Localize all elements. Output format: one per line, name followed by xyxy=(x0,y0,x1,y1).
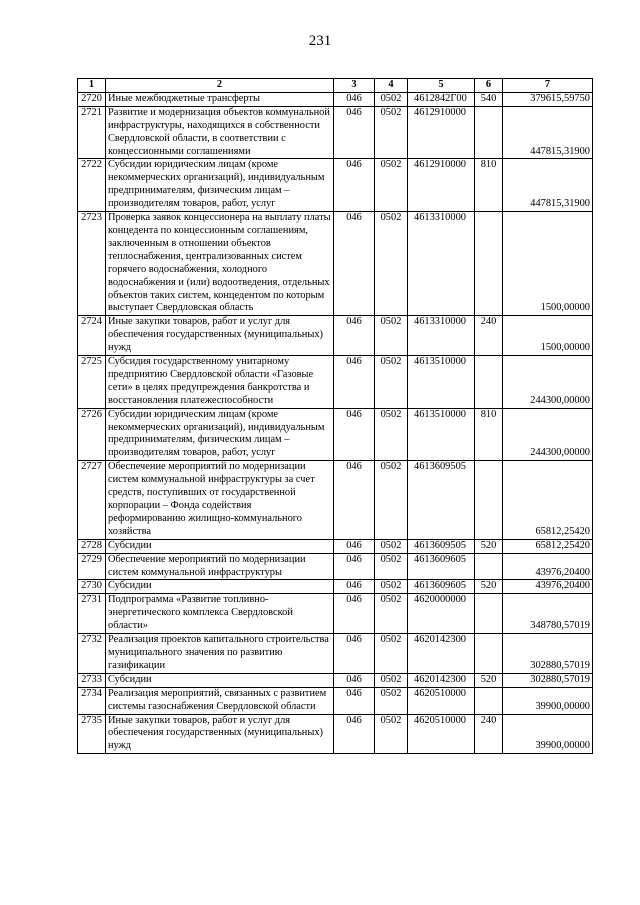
row-number: 2731 xyxy=(78,594,106,634)
row-admin-code: 046 xyxy=(334,634,375,674)
row-amount: 43976,20400 xyxy=(503,553,593,580)
budget-table xyxy=(77,78,593,754)
row-number: 2727 xyxy=(78,461,106,539)
header-col-6: 6 xyxy=(475,79,503,93)
row-amount: 39900,00000 xyxy=(503,687,593,714)
row-expense-type: 240 xyxy=(475,316,503,356)
row-name: Субсидия государственному унитарному предприятию Свердловской области «Газовые сети» в целях предупреждения банкротства и восстановления платежеспособности xyxy=(106,356,334,409)
row-section-code: 0502 xyxy=(375,159,408,212)
row-amount: 348780,57019 xyxy=(503,594,593,634)
row-expense-type xyxy=(475,461,503,539)
page-number: 231 xyxy=(308,33,332,49)
table-row xyxy=(78,714,593,754)
table-row xyxy=(78,553,593,580)
row-admin-code: 046 xyxy=(334,106,375,159)
row-name: Реализация мероприятий, связанных с развитием системы газоснабжения Свердловской области xyxy=(106,687,334,714)
row-admin-code: 046 xyxy=(334,408,375,461)
table-row xyxy=(78,687,593,714)
row-amount: 447815,31900 xyxy=(503,106,593,159)
row-name: Проверка заявок концессионера на выплату платы концедента по концессионным соглашениям, заключенным в отношении объектов теплоснабжения, централизованных систем горячего водоснабжения, холодного водоснабжения и (или) водоотведения, отдельных объектов таких систем, концедентом по которым выступает Свердловская область xyxy=(106,212,334,316)
row-amount: 39900,00000 xyxy=(503,714,593,754)
table-row xyxy=(78,159,593,212)
row-number: 2733 xyxy=(78,673,106,687)
row-expense-type xyxy=(475,212,503,316)
row-admin-code: 046 xyxy=(334,687,375,714)
row-section-code: 0502 xyxy=(375,594,408,634)
row-section-code: 0502 xyxy=(375,408,408,461)
row-expense-type: 540 xyxy=(475,92,503,106)
row-name: Реализация проектов капитального строительства муниципального значения по развитию газификации xyxy=(106,634,334,674)
row-admin-code: 046 xyxy=(334,714,375,754)
row-target-article: 4613310000 xyxy=(408,316,475,356)
table-row xyxy=(78,408,593,461)
row-admin-code: 046 xyxy=(334,673,375,687)
row-section-code: 0502 xyxy=(375,539,408,553)
header-col-3: 3 xyxy=(334,79,375,93)
row-admin-code: 046 xyxy=(334,553,375,580)
table-row xyxy=(78,673,593,687)
row-amount: 379615,59750 xyxy=(503,92,593,106)
row-number: 2729 xyxy=(78,553,106,580)
row-name: Обеспечение мероприятий по модернизации систем коммунальной инфраструктуры xyxy=(106,553,334,580)
table-header-row xyxy=(78,79,593,93)
row-target-article: 4613609505 xyxy=(408,539,475,553)
row-name: Иные закупки товаров, работ и услуг для обеспечения государственных (муниципальных) нужд xyxy=(106,714,334,754)
row-section-code: 0502 xyxy=(375,316,408,356)
row-name: Обеспечение мероприятий по модернизации систем коммунальной инфраструктуры за счет средств, поступивших от государственной корпорации – Фонда содействия реформированию жилищно-коммунального хозяйства xyxy=(106,461,334,539)
table-row xyxy=(78,594,593,634)
table-row xyxy=(78,316,593,356)
row-number: 2732 xyxy=(78,634,106,674)
row-name: Субсидии юридическим лицам (кроме некоммерческих организаций), индивидуальным предпринимателям, физическим лицам – производителям товаров, работ, услуг xyxy=(106,159,334,212)
header-col-2: 2 xyxy=(106,79,334,93)
row-target-article: 4620510000 xyxy=(408,687,475,714)
row-name: Субсидии xyxy=(106,673,334,687)
row-admin-code: 046 xyxy=(334,316,375,356)
row-expense-type xyxy=(475,634,503,674)
row-target-article: 4612842Г00 xyxy=(408,92,475,106)
row-target-article: 4612910000 xyxy=(408,159,475,212)
row-section-code: 0502 xyxy=(375,687,408,714)
row-expense-type: 520 xyxy=(475,673,503,687)
table-row xyxy=(78,580,593,594)
row-number: 2730 xyxy=(78,580,106,594)
header-col-4: 4 xyxy=(375,79,408,93)
row-number: 2724 xyxy=(78,316,106,356)
row-expense-type: 520 xyxy=(475,580,503,594)
row-section-code: 0502 xyxy=(375,106,408,159)
row-expense-type xyxy=(475,356,503,409)
row-expense-type: 520 xyxy=(475,539,503,553)
row-name: Иные межбюджетные трансферты xyxy=(106,92,334,106)
row-section-code: 0502 xyxy=(375,212,408,316)
row-admin-code: 046 xyxy=(334,212,375,316)
row-expense-type xyxy=(475,687,503,714)
row-name: Субсидии xyxy=(106,539,334,553)
table-row xyxy=(78,461,593,539)
row-name: Иные закупки товаров, работ и услуг для обеспечения государственных (муниципальных) нужд xyxy=(106,316,334,356)
row-target-article: 4612910000 xyxy=(408,106,475,159)
row-name: Подпрограмма «Развитие топливно-энергетического комплекса Свердловской области» xyxy=(106,594,334,634)
row-amount: 244300,00000 xyxy=(503,356,593,409)
row-amount: 1500,00000 xyxy=(503,316,593,356)
row-section-code: 0502 xyxy=(375,634,408,674)
row-number: 2734 xyxy=(78,687,106,714)
row-number: 2735 xyxy=(78,714,106,754)
row-number: 2723 xyxy=(78,212,106,316)
row-admin-code: 046 xyxy=(334,594,375,634)
table-row xyxy=(78,634,593,674)
table-row xyxy=(78,92,593,106)
row-expense-type: 810 xyxy=(475,159,503,212)
row-number: 2720 xyxy=(78,92,106,106)
row-target-article: 4620510000 xyxy=(408,714,475,754)
row-target-article: 4613609605 xyxy=(408,580,475,594)
row-expense-type xyxy=(475,553,503,580)
row-number: 2722 xyxy=(78,159,106,212)
row-target-article: 4613609505 xyxy=(408,461,475,539)
header-col-5: 5 xyxy=(408,79,475,93)
table-row xyxy=(78,539,593,553)
header-col-7: 7 xyxy=(503,79,593,93)
row-section-code: 0502 xyxy=(375,356,408,409)
row-name: Субсидии юридическим лицам (кроме некоммерческих организаций), индивидуальным предпринимателям, физическим лицам – производителям товаров, работ, услуг xyxy=(106,408,334,461)
table-row xyxy=(78,106,593,159)
row-amount: 302880,57019 xyxy=(503,634,593,674)
row-expense-type: 810 xyxy=(475,408,503,461)
row-section-code: 0502 xyxy=(375,461,408,539)
row-expense-type xyxy=(475,594,503,634)
row-number: 2721 xyxy=(78,106,106,159)
row-amount: 447815,31900 xyxy=(503,159,593,212)
row-number: 2726 xyxy=(78,408,106,461)
row-admin-code: 046 xyxy=(334,461,375,539)
table-row xyxy=(78,212,593,316)
row-target-article: 4613609605 xyxy=(408,553,475,580)
row-section-code: 0502 xyxy=(375,714,408,754)
row-target-article: 4620142300 xyxy=(408,634,475,674)
row-target-article: 4620142300 xyxy=(408,673,475,687)
row-admin-code: 046 xyxy=(334,539,375,553)
row-target-article: 4613510000 xyxy=(408,408,475,461)
row-amount: 302880,57019 xyxy=(503,673,593,687)
header-col-1: 1 xyxy=(78,79,106,93)
row-section-code: 0502 xyxy=(375,580,408,594)
row-name: Развитие и модернизация объектов коммунальной инфраструктуры, находящихся в собственности Свердловской области, в соответствии с концессионными соглашениями xyxy=(106,106,334,159)
row-number: 2725 xyxy=(78,356,106,409)
row-admin-code: 046 xyxy=(334,159,375,212)
row-amount: 65812,25420 xyxy=(503,461,593,539)
row-amount: 1500,00000 xyxy=(503,212,593,316)
row-expense-type: 240 xyxy=(475,714,503,754)
table-row xyxy=(78,356,593,409)
row-name: Субсидии xyxy=(106,580,334,594)
row-target-article: 4613310000 xyxy=(408,212,475,316)
row-admin-code: 046 xyxy=(334,356,375,409)
row-amount: 43976,20400 xyxy=(503,580,593,594)
row-section-code: 0502 xyxy=(375,553,408,580)
row-expense-type xyxy=(475,106,503,159)
row-section-code: 0502 xyxy=(375,92,408,106)
row-amount: 65812,25420 xyxy=(503,539,593,553)
row-admin-code: 046 xyxy=(334,92,375,106)
row-target-article: 4613510000 xyxy=(408,356,475,409)
row-target-article: 4620000000 xyxy=(408,594,475,634)
row-section-code: 0502 xyxy=(375,673,408,687)
row-number: 2728 xyxy=(78,539,106,553)
row-admin-code: 046 xyxy=(334,580,375,594)
row-amount: 244300,00000 xyxy=(503,408,593,461)
